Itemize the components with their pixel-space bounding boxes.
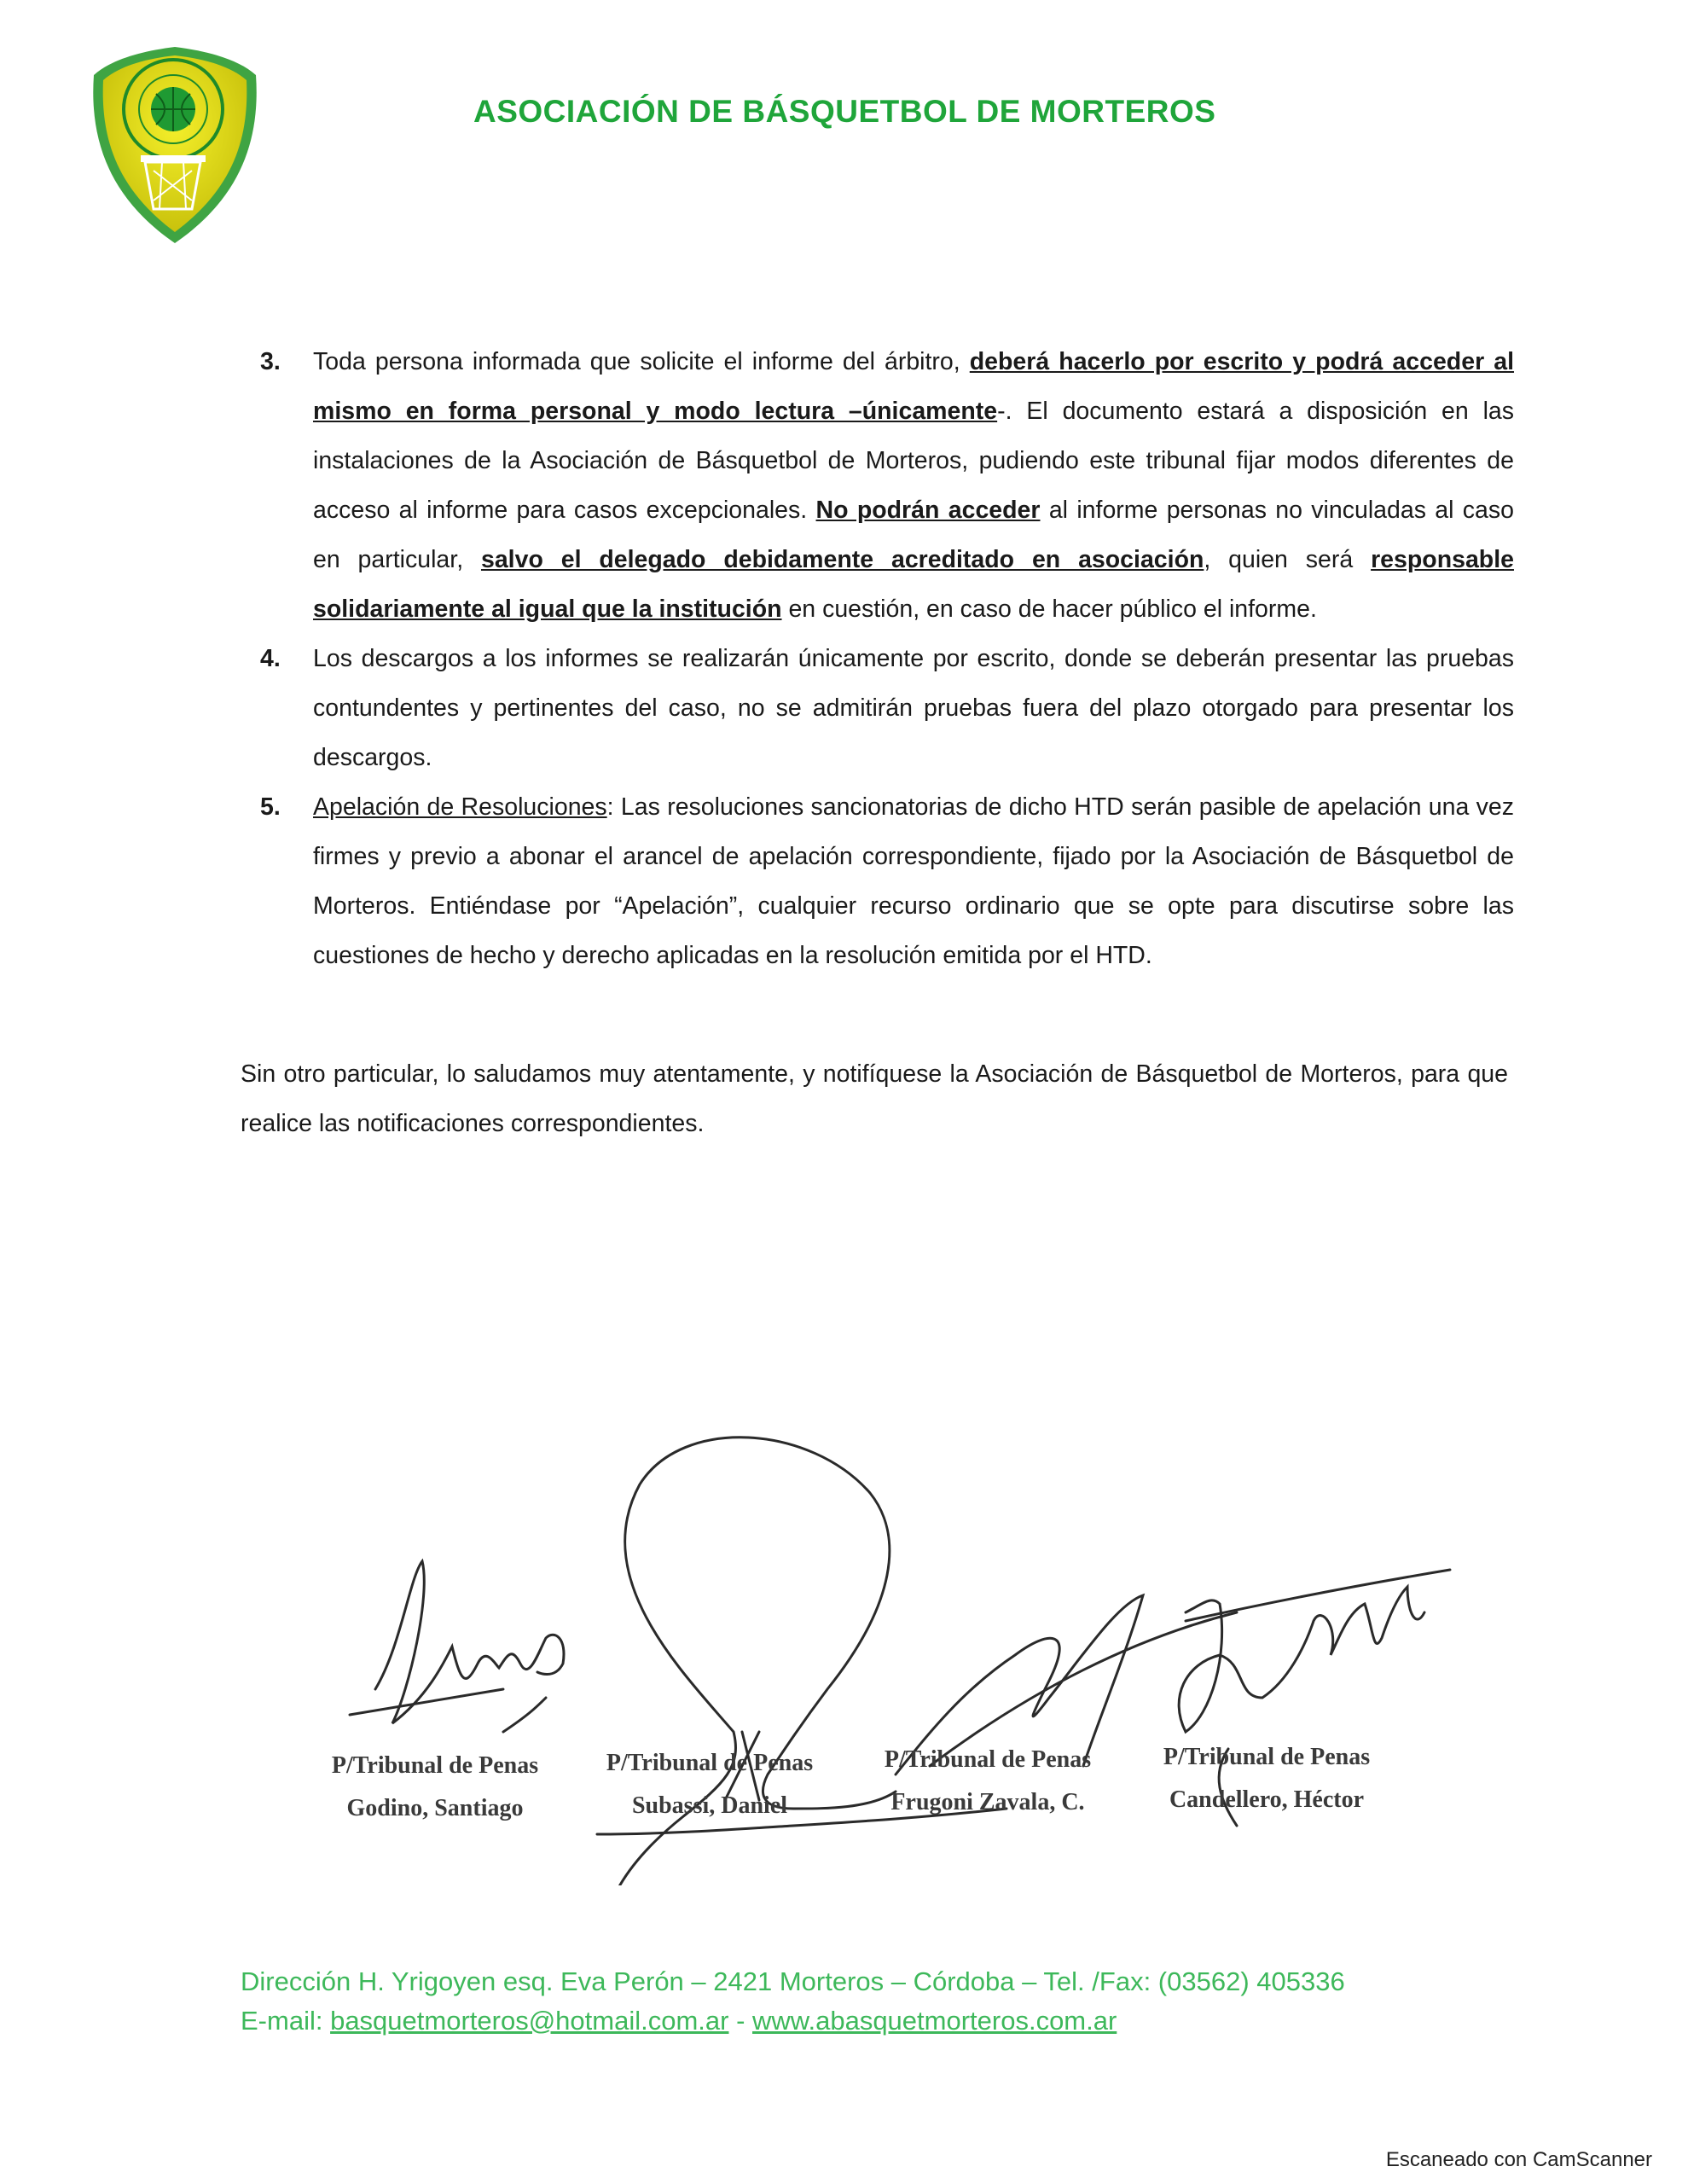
clause-5 bbox=[260, 782, 1514, 980]
link-separator: - bbox=[728, 2006, 753, 2036]
clause-text: en cuestión, en caso de hacer público el informe. bbox=[781, 595, 1317, 623]
signature-name: Subassi, Daniel bbox=[631, 1792, 788, 1819]
clause-number: 5. bbox=[260, 793, 281, 821]
clause-3 bbox=[260, 337, 1514, 634]
organization-title: ASOCIACIÓN DE BÁSQUETBOL DE MORTEROS bbox=[473, 94, 1216, 129]
clause-emphasis: responsable solidariamente al igual que la institución bbox=[313, 546, 1514, 623]
signature-role: P/Tribunal de Penas bbox=[884, 1746, 1092, 1773]
scanner-watermark: Escaneado con CamScanner bbox=[1385, 2148, 1652, 2171]
clause-emphasis: salvo el delegado debidamente acreditado en asociación bbox=[480, 546, 1204, 573]
email-label: E-mail: bbox=[241, 2006, 331, 2036]
clause-text: Toda persona informada que solicite el informe del árbitro, bbox=[313, 348, 970, 375]
clause-text: -. El documento estará a disposición en las instalaciones de la Asociación de Básquetbol de Morteros, pudiendo este tribunal fijar modos diferentes de acceso al informe para casos excepcionales. bbox=[313, 398, 1514, 524]
signature-block bbox=[1139, 1736, 1395, 1821]
signature-name: Godino, Santiago bbox=[346, 1795, 524, 1821]
email-link[interactable]: basquetmorteros@hotmail.com.ar bbox=[330, 2006, 729, 2036]
clause-heading: Apelación de Resoluciones bbox=[313, 793, 607, 821]
signature-name: Frugoni Zavala, C. bbox=[890, 1789, 1085, 1815]
website-link[interactable]: www.abasquetmorteros.com.ar bbox=[752, 2006, 1117, 2036]
clause-emphasis: No podrán acceder bbox=[815, 497, 1041, 524]
signature-role: P/Tribunal de Penas bbox=[1163, 1744, 1371, 1770]
closing-paragraph: Sin otro particular, lo saludamos muy atentamente, y notifíquese la Asociación de Básquetbol de Morteros, para que realice las notificaciones correspondientes. bbox=[241, 1060, 1508, 1137]
clause-text: , quien será bbox=[1204, 546, 1372, 573]
clause-text: al informe personas no vinculadas al caso en particular, bbox=[313, 497, 1514, 573]
signature-name: Candellero, Héctor bbox=[1169, 1786, 1365, 1813]
footer-links bbox=[241, 2001, 1345, 2041]
signature-area bbox=[281, 1408, 1493, 1885]
signature-role: P/Tribunal de Penas bbox=[606, 1750, 814, 1776]
footer-contact bbox=[241, 1962, 1345, 2041]
signature-block bbox=[868, 1739, 1107, 1824]
clauses-list bbox=[260, 337, 1514, 980]
clause-emphasis: deberá hacerlo por escrito y podrá acceder al mismo en forma personal y modo lectura –únicamente bbox=[313, 348, 1514, 425]
signature-role: P/Tribunal de Penas bbox=[331, 1752, 539, 1779]
signature-block bbox=[590, 1742, 829, 1827]
footer-address: Dirección H. Yrigoyen esq. Eva Perón – 2421 Morteros – Córdoba – Tel. /Fax: (03562) 405336 bbox=[241, 1966, 1345, 1996]
clause-text: Los descargos a los informes se realizarán únicamente por escrito, donde se deberán presentar las pruebas contundentes y pertinentes del caso, no se admitirán pruebas fuera del plazo otorgado para presentar los descargos. bbox=[313, 645, 1514, 771]
signature-block bbox=[316, 1745, 554, 1830]
clause-number: 3. bbox=[260, 348, 281, 375]
clause-number: 4. bbox=[260, 645, 281, 672]
clause-4 bbox=[260, 634, 1514, 782]
association-logo bbox=[81, 43, 269, 247]
clause-text: : Las resoluciones sancionatorias de dicho HTD serán pasible de apelación una vez firmes y previo a abonar el arancel de apelación correspondiente, fijado por la Asociación de Básquetbol de Morteros. Entiéndase por “Apelación”, cualquier recurso ordinario que se opte para discutirse sobre las cuestiones de hecho y derecho aplicadas en la resolución emitida por el HTD. bbox=[313, 793, 1514, 969]
